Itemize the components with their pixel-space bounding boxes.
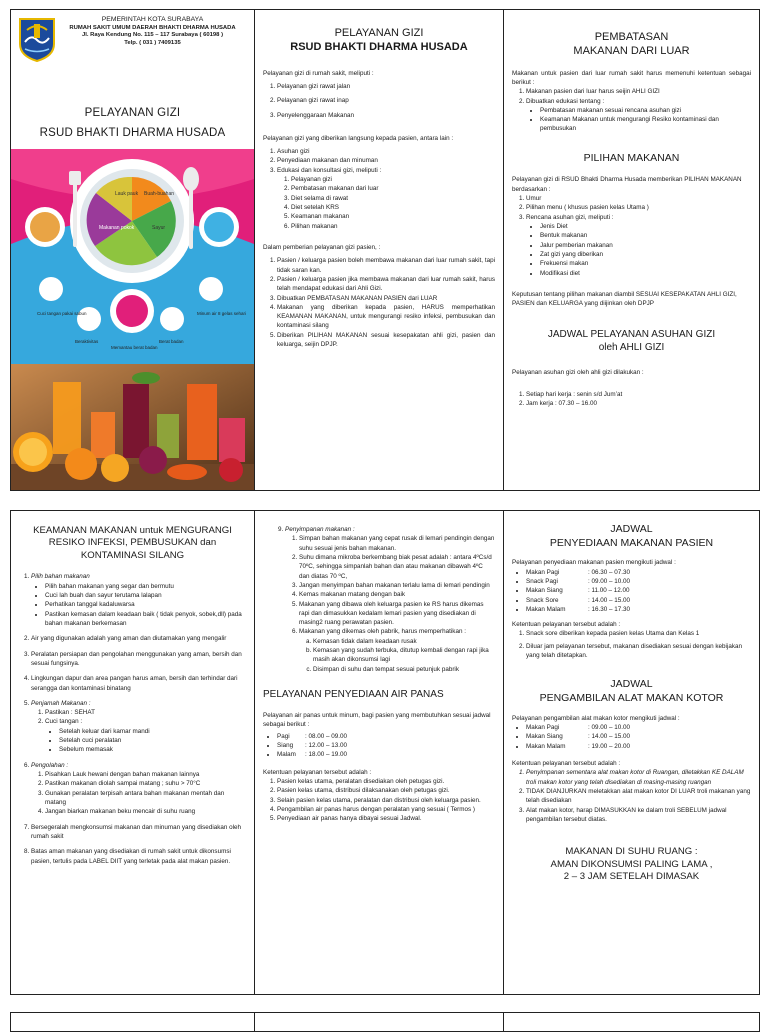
list-item: • Jalur pemberian makanan xyxy=(540,241,751,250)
list-item: • Jenis Diet xyxy=(540,222,751,231)
restriction-list xyxy=(512,87,751,134)
list-item: • Pembatasan makanan sesuai rencana asuhan gizi xyxy=(540,106,751,115)
list-item xyxy=(299,627,495,674)
schedule-label: Siang xyxy=(277,741,294,749)
list-item: 2. Pastikan makanan diolah sampai matang ; suhu > 70°C xyxy=(45,779,246,788)
list-item: 1. Pasien kelas utama, peralatan disediakan oleh petugas gizi. xyxy=(277,777,495,786)
list-item: • Pastikan kemasan dalam keadaan baik ( tidak penyok, sobek,dll) pada bahan makanan berkemasan xyxy=(45,610,246,629)
list-item: • Pilih bahan makanan yang segar dan bermutu xyxy=(45,582,246,591)
list-item-label: Dibuatkan edukasi tentang : xyxy=(526,97,605,105)
schedule-row xyxy=(526,723,751,732)
page-3-column-2 xyxy=(254,1013,503,1031)
list-item: 2. TIDAK DIANJURKAN meletakkan alat makan kotor DI LUAR troli makanan yang telah disediakan xyxy=(526,787,751,806)
panel-pelayanan-gizi xyxy=(254,10,503,490)
list-item: 4. Diet setelah KRS xyxy=(291,203,495,212)
schedule-row xyxy=(526,732,751,741)
section-title-pilihan: PILIHAN MAKANAN xyxy=(583,151,680,164)
list-item: 6. Pilihan makanan xyxy=(291,222,495,231)
choice-list xyxy=(512,194,751,278)
choice-sublist xyxy=(526,222,751,278)
dish-schedule-title-1: JADWAL xyxy=(610,678,653,691)
list-item: 5. Penyediaan air panas hanya dibayai sesuai Jadwal. xyxy=(277,814,495,823)
list-item: • Keamanan Makanan untuk mengurangi Resiko kontaminasi dan pembusukan xyxy=(540,115,751,134)
list-item: b. Kemasan yang sudah terbuka, ditutup kembali dengan rapi jika masih akan dikonsumsi lagi xyxy=(313,646,495,665)
direct-intro-text: Pelayanan gizi yang diberikan langsung kepada pasien, antara lain : xyxy=(263,134,454,142)
dish-rules xyxy=(512,768,751,824)
page-3-column-1 xyxy=(11,1013,254,1031)
list-item xyxy=(31,572,246,628)
list-item: 2. Pasien kelas utama, distribusi dilaksanakan oleh petugas gizi. xyxy=(277,786,495,795)
icon-label-water: Minum air 8 gelas sehari xyxy=(197,311,247,316)
restriction-intro: Makanan untuk pasien dari luar rumah sakit harus memenuhi ketentuan sebagai berikut : xyxy=(512,69,751,86)
schedule-value: : 18.00 – 19.00 xyxy=(305,751,348,759)
list-item: 2. Suhu dimana mikroba berkembang biak pesat adalah : antara 4ºCs/d 70ºC, sehingga simpanlah bahan dan atau makanan dibawah 4ºC dan diatas 70 ºC, xyxy=(299,553,495,581)
list-item-label: Edukasi dan konsultasi gizi, meliputi : xyxy=(277,166,382,174)
schedule-label: Pagi xyxy=(277,732,290,740)
list-item: 3. Alat makan kotor, harap DIMASUKKAN ke dalam troli SEBELUM jadwal pengambilan tersebut diatas. xyxy=(526,806,751,825)
schedule-intro: Pelayanan asuhan gizi oleh ahli gizi dilakukan : xyxy=(512,369,644,377)
list-item-label: Penjamah Makanan : xyxy=(31,699,91,707)
list-item: c. Disimpan di suhu dan tempat sesuai petunjuk pabrik xyxy=(313,665,495,674)
letterhead xyxy=(11,10,254,62)
meal-schedule-intro: Pelayanan penyediaan makanan pasien mengikuti jadwal : xyxy=(512,559,676,567)
list-item: 3. Dibuatkan PEMBATASAN MAKANAN PASIEN dari LUAR xyxy=(277,294,495,303)
kop-line-1: PEMERINTAH KOTA SURABAYA xyxy=(101,16,204,23)
schedule-value: : 09.00 – 10.00 xyxy=(588,577,631,585)
list-item: • Bentuk makanan xyxy=(540,231,751,240)
storage-list xyxy=(263,525,495,674)
list-item: 3. Peralatan persiapan dan pengolahan menggunakan yang aman, bersih dan sesuai fungsinya. xyxy=(31,650,246,669)
list-item: 5. Keamanan makanan xyxy=(291,212,495,221)
list-item-label: Penyimpanan makanan : xyxy=(285,526,355,533)
direct-service-list xyxy=(263,147,495,231)
dish-schedule xyxy=(512,723,751,751)
schedule-row xyxy=(526,596,751,605)
kop-line-2: RUMAH SAKIT UMUM DAERAH BHAKTI DHARMA HUSADA xyxy=(69,24,236,31)
brochure-page-1 xyxy=(10,9,760,491)
list-item: 1. Makanan pasien dari luar harus seijin AHLI GIZI xyxy=(526,87,751,96)
panel-title-line-2: RSUD BHAKTI DHARMA HUSADA xyxy=(290,41,468,54)
schedule-label: Makan Pagi xyxy=(526,568,560,576)
schedule-label: Snack Sore xyxy=(526,596,559,604)
list-item: 3. Jangan menyimpan bahan makanan terlalu lama di lemari pendingin xyxy=(299,581,495,590)
list-item: 1. Pasien / keluarga pasien boleh membawa makanan dari luar rumah sakit, tapi tidak saran kan. xyxy=(277,256,495,275)
meal-rules-list xyxy=(263,256,495,349)
schedule-row xyxy=(526,586,751,595)
list-item: 2. Pelayanan gizi rawat inap xyxy=(277,96,495,105)
schedule-label: Makan Pagi xyxy=(526,724,560,731)
schedule-value: : 16.30 – 17.30 xyxy=(588,605,631,613)
list-item: 1. Pastikan : SEHAT xyxy=(45,708,246,717)
list-item: • Setelah cuci peralatan xyxy=(59,736,246,745)
list-item: 4. Lingkungan dapur dan area pangan harus aman, bersih dan terhindar dari serangga dan kontaminasi binatang xyxy=(31,674,246,693)
list-item: 2. Penyediaan makanan dan minuman xyxy=(277,156,495,165)
list-item: • Sebelum memasak xyxy=(59,745,246,754)
list-item: 1. Umur xyxy=(526,194,751,203)
room-temp-note-2: AMAN DIKONSUMSI PALING LAMA , xyxy=(550,858,713,870)
meal-rules xyxy=(512,629,751,660)
schedule-row xyxy=(526,742,751,751)
schedule-value: : 11.00 – 12.00 xyxy=(588,587,630,595)
schedule-value: : 14.00 – 15.00 xyxy=(588,733,631,741)
sublist xyxy=(45,727,246,755)
schedule-row xyxy=(526,577,751,586)
education-sublist xyxy=(277,175,495,231)
schedule-value: : 19.00 – 20.00 xyxy=(588,742,631,750)
choice-intro: Pelayanan gizi di RSUD Bhakti Dharma Husada memberikan PILIHAN MAKANAN berdasarkan : xyxy=(512,176,742,193)
dish-schedule-intro: Pelayanan pengambilan alat makan kotor mengikuti jadwal : xyxy=(512,714,680,722)
surabaya-crest-icon xyxy=(17,16,57,62)
list-item: 1. Pelayanan gizi rawat jalan xyxy=(277,82,495,91)
list-item: 4. Kemas makanan matang dengan baik xyxy=(299,590,495,599)
list-item xyxy=(277,166,495,231)
list-item: 2. Jam kerja : 07.30 – 16.00 xyxy=(526,399,751,408)
hot-water-schedule xyxy=(263,732,495,760)
letterhead-text xyxy=(57,16,248,47)
list-item: 2. Pembatasan makanan dari luar xyxy=(291,184,495,193)
cover-title-line-2: RSUD BHAKTI DHARMA HUSADA xyxy=(39,127,226,140)
list-item xyxy=(285,525,495,674)
intro-text: Pelayanan gizi di rumah sakit, meliputi : xyxy=(263,69,374,77)
schedule-row xyxy=(277,732,495,741)
sublist xyxy=(31,708,246,755)
list-item: • Modifikasi diet xyxy=(540,269,751,278)
sublist xyxy=(31,582,246,629)
food-safety-title: KEAMANAN MAKANAN untuk MENGURANGI RESIKO INFEKSI, PEMBUSUKAN dan KONTAMINASI SILANG xyxy=(33,525,232,561)
panel-title-line-1: PELAYANAN GIZI xyxy=(334,27,424,39)
list-item: • Cuci lah buah dan sayur terutama lalapan xyxy=(45,591,246,600)
section-title-line-1: PEMBATASAN xyxy=(594,31,669,43)
kop-line-4: Telp. ( 031 ) 7409135 xyxy=(124,39,181,46)
plate-label-fruit: Buah-buahan xyxy=(144,191,175,197)
hot-water-title: PELAYANAN PENYEDIAAN AIR PANAS xyxy=(263,689,444,700)
list-item: 3. Gunakan peralatan terpisah antara bahan makanan mentah dan matang xyxy=(45,789,246,808)
section-title-line-2: MAKANAN DARI LUAR xyxy=(573,45,690,58)
sublist xyxy=(285,534,495,674)
schedule-label: Makan Malam xyxy=(526,742,566,750)
list-item: 4. Pengambilan air panas harus dengan peralatan yang sesuai ( Termos ) xyxy=(277,805,495,814)
hot-water-rules-intro: Ketentuan pelayanan tersebut adalah : xyxy=(263,768,372,776)
food-safety-list xyxy=(19,572,246,865)
dish-schedule-title-2: PENGAMBILAN ALAT MAKAN KOTOR xyxy=(539,692,724,705)
sublist xyxy=(31,770,246,817)
schedule-list xyxy=(512,390,751,409)
list-item: 1. Penyimpanan sementara alat makan kotor di Ruangan, diletakkan KE DALAM troli makan kotor yang telah disediakan di masing-masing ruangan xyxy=(526,768,751,787)
decision-note: Keputusan tentang pilihan makanan diambil SESUAI KESEPAKATAN AHLI GIZI, PASIEN dan KELUARGA yang diijinkan oleh DPJP xyxy=(512,290,737,308)
list-item-label: Makanan yang dikemas oleh pabrik, harus memperhatikan : xyxy=(299,628,466,636)
list-item: 3. Selain pasien kelas utama, peralatan dan distribusi oleh keluarga pasien. xyxy=(277,796,495,805)
list-item: 1. Pelayanan gizi xyxy=(291,175,495,184)
panel-jadwal xyxy=(503,511,759,994)
list-item xyxy=(45,717,246,754)
list-item: 3. Penyelenggaraan Makanan xyxy=(277,111,495,120)
list-item: 8. Batas aman makanan yang disediakan di rumah sakit untuk dikonsumsi pasien, tertulis pada LABEL DIIT yang terletak pada alat makan pasien. xyxy=(31,847,246,866)
schedule-row xyxy=(277,750,495,759)
schedule-value: : 12.00 – 13.00 xyxy=(305,741,348,749)
meal-schedule-title-1: JADWAL xyxy=(610,523,653,535)
panel-penyimpanan xyxy=(254,511,503,994)
service-list xyxy=(263,82,495,120)
icon-label-activity: Beraktivitas xyxy=(75,339,99,344)
list-item: • Perhatikan tanggal kadaluwarsa xyxy=(45,600,246,609)
list-item: 5. Diberikan PILIHAN MAKANAN sesuai kesepakatan ahli gizi, pasien dan keluarga, seijin DPJP. xyxy=(277,331,495,350)
meal-schedule xyxy=(512,568,751,615)
list-item: • Frekuensi makan xyxy=(540,259,751,268)
list-item: 4. Jangan biarkan makanan beku mencair di suhu ruang xyxy=(45,807,246,816)
schedule-value: : 08.00 – 09.00 xyxy=(305,732,348,740)
schedule-row xyxy=(526,605,751,614)
list-item: 1. Pisahkan Lauk hewani dengan bahan makanan lainnya xyxy=(45,770,246,779)
schedule-value: : 06.30 – 07.30 xyxy=(588,568,631,576)
list-item: 1. Snack sore diberikan kepada pasien kelas Utama dan Kelas 1 xyxy=(526,629,751,638)
panel-keamanan-makanan xyxy=(11,511,254,994)
schedule-label: Snack Pagi xyxy=(526,577,558,585)
panel-pembatasan xyxy=(503,10,759,490)
icon-label-monitor: Memantau berat badan xyxy=(111,345,158,350)
list-item-label: Pengolahan : xyxy=(31,761,69,769)
schedule-title-line-2: oleh AHLI GIZI xyxy=(598,342,665,354)
plate-label-vegetable: Sayur xyxy=(152,225,166,231)
list-item: 1. Simpan bahan makanan yang cepat rusak di lemari pendingin dengan suhu sesuai jenis bahan makanan. xyxy=(299,534,495,553)
meal-intro-text: Dalam pemberian pelayanan gizi pasien, : xyxy=(263,243,381,251)
list-item xyxy=(526,97,751,134)
schedule-value: : 14.00 – 15.00 xyxy=(588,596,631,604)
kop-line-3: Jl. Raya Kendung No. 115 – 117 Surabaya ( 60198 ) xyxy=(81,32,224,39)
schedule-value: : 09.00 – 10.00 xyxy=(588,724,631,731)
list-item: 7. Bersegeralah mengkonsumsi makanan dan minuman yang disediakan oleh rumah sakit xyxy=(31,823,246,842)
cover-title xyxy=(11,106,254,141)
list-item: • Zat gizi yang diberikan xyxy=(540,250,751,259)
schedule-label: Makan Siang xyxy=(526,587,563,595)
schedule-row xyxy=(526,568,751,577)
meal-rules-intro: Ketentuan pelayanan tersebut adalah : xyxy=(512,621,621,629)
schedule-title-line-1: JADWAL PELAYANAN ASUHAN GIZI xyxy=(547,329,716,341)
brochure-page-2 xyxy=(10,510,760,995)
list-item: 2. Pasien / keluarga pasien jika membawa makanan dari luar rumah sakit, harus telah mendapat edukasi dari Ahli Gizi. xyxy=(277,275,495,294)
list-item: 2. Air yang digunakan adalah yang aman dan diutamakan yang mengalir xyxy=(31,634,246,643)
schedule-label: Makan Malam xyxy=(526,605,566,613)
cover-title-line-1: PELAYANAN GIZI xyxy=(84,107,181,119)
list-item xyxy=(31,699,246,755)
list-item: 5. Makanan yang dibawa oleh keluarga pasien ke RS harus dikemas rapi dan dimasukkan kedalam lemari pasien yang disediakan di masing2 ruang perawatan pasien. xyxy=(299,600,495,628)
list-item-label: Cuci tangan : xyxy=(45,718,83,726)
meal-schedule-title-2: PENYEDIAAN MAKANAN PASIEN xyxy=(549,536,714,549)
list-item xyxy=(31,761,246,817)
hot-water-rules xyxy=(263,777,495,824)
dish-rules-intro: Ketentuan pelayanan tersebut adalah : xyxy=(512,759,621,767)
nutrition-plate-illustration xyxy=(11,149,254,364)
list-item: 1. Setiap hari kerja : senin s/d Jum’at xyxy=(526,390,751,399)
schedule-row xyxy=(277,741,495,750)
icon-label-handwash: Cuci tangan pakai sabun xyxy=(37,311,87,316)
icon-label-weight: Berat badan xyxy=(159,339,184,344)
brochure-page-3 xyxy=(10,1012,760,1032)
hot-water-intro: Pelayanan air panas untuk minum, bagi pasien yang membutuhkan sesuai jadwal sebagai berikut : xyxy=(263,712,491,729)
schedule-label: Malam xyxy=(277,751,296,759)
list-item: a. Kemasan tidak dalam keadaan rusak xyxy=(313,637,495,646)
list-item-label: Pilih bahan makanan xyxy=(31,573,90,581)
plate-label-protein: Lauk pauk xyxy=(115,191,139,197)
list-item-label: Rencana asuhan gizi, meliputi : xyxy=(526,213,614,221)
list-item: 4. Makanan yang diberikan kepada pasien, HARUS memperhatikan KEAMANAN MAKANAN, untuk mengurangi resiko infeksi, pembusukan dan kontaminasi silang xyxy=(277,303,495,331)
list-item: 2. Diluar jam pelayanan tersebut, makanan disediakan sesuai dengan kebijakan yang telah ditetapkan. xyxy=(526,642,751,661)
plate-label-staple: Makanan pokok xyxy=(99,225,135,231)
page-3-column-3 xyxy=(503,1013,759,1031)
restriction-sublist xyxy=(526,106,751,134)
list-item: 3. Diet selama di rawat xyxy=(291,194,495,203)
list-item: • Setelah keluar dari kamar mandi xyxy=(59,727,246,736)
fruit-juice-photo xyxy=(11,364,254,490)
room-temp-note-3: 2 – 3 JAM SETELAH DIMASAK xyxy=(563,871,700,883)
schedule-label: Makan Siang xyxy=(526,733,563,741)
room-temp-note-1: MAKANAN DI SUHU RUANG : xyxy=(565,846,698,858)
list-item xyxy=(526,213,751,278)
list-item: 1. Asuhan gizi xyxy=(277,147,495,156)
list-item: 2. Pilihan menu ( khusus pasien kelas Utama ) xyxy=(526,203,751,212)
cover-panel xyxy=(11,10,254,490)
sublist xyxy=(299,637,495,674)
